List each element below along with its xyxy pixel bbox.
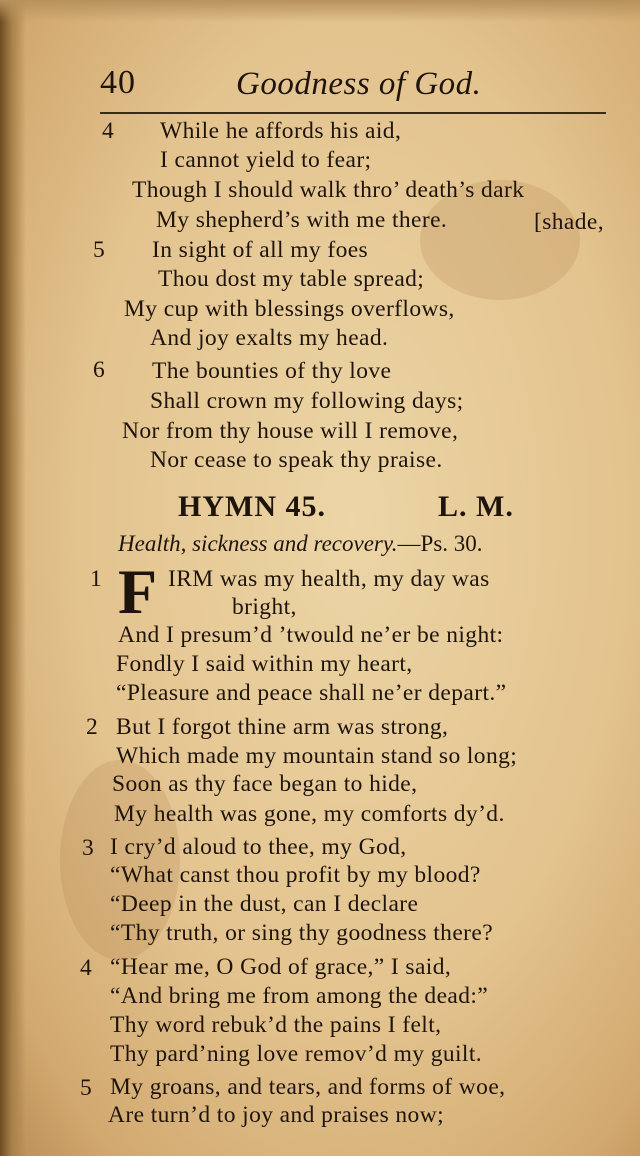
verse-line: Though I should walk thro’ death’s dark <box>132 177 525 203</box>
verse-line: While he affords his aid, <box>160 118 402 144</box>
page-number: 40 <box>100 64 136 101</box>
verse-line: Which made my mountain stand so long; <box>116 743 518 769</box>
verse-number: 6 <box>93 357 105 383</box>
verse-line: My groans, and tears, and forms of woe, <box>110 1074 506 1100</box>
page-edge-shadow <box>0 0 26 1156</box>
verse-line: “What canst thou profit by my blood? <box>110 862 481 888</box>
verse-line: Nor cease to speak thy praise. <box>150 447 443 473</box>
verse-line: Soon as thy face began to hide, <box>112 771 418 797</box>
verse-line: My shepherd’s with me there. <box>156 207 448 233</box>
verse-line: Fondly I said within my heart, <box>116 651 413 677</box>
verse-line: Are turn’d to joy and praises now; <box>108 1102 445 1128</box>
verse-line: “Pleasure and peace shall ne’er depart.” <box>116 680 507 706</box>
hymn-title: HYMN 45. <box>178 490 326 523</box>
verse-number: 4 <box>102 118 114 144</box>
verse-line: Thy word rebuk’d the pains I felt, <box>110 1012 442 1038</box>
verse-line: And I presum’d ’twould ne’er be night: <box>118 622 504 648</box>
verse-line: “And bring me from among the dead:” <box>110 983 489 1009</box>
hymn-subtitle <box>118 531 483 557</box>
header-rule <box>100 112 606 114</box>
verse-line: The bounties of thy love <box>152 358 392 384</box>
verse-line: “Hear me, O God of grace,” I said, <box>110 954 452 980</box>
verse-line: IRM was my health, my day was <box>168 566 490 592</box>
hymn-meter: L. M. <box>438 490 514 523</box>
verse-number: 2 <box>86 714 98 740</box>
verse-line: My cup with blessings overflows, <box>124 296 455 322</box>
verse-line: “Deep in the dust, can I declare <box>110 891 419 917</box>
verse-line: But I forgot thine arm was strong, <box>116 714 449 740</box>
verse-number: 4 <box>80 955 92 981</box>
drop-cap: F <box>118 556 158 627</box>
page-top-shadow <box>0 0 640 22</box>
verse-line: “Thy truth, or sing thy goodness there? <box>110 920 494 946</box>
verse-number: 5 <box>80 1075 92 1101</box>
verse-number: 3 <box>82 835 94 861</box>
verse-line: Thy pard’ning love remov’d my guilt. <box>110 1041 483 1067</box>
verse-line: I cannot yield to fear; <box>160 147 372 173</box>
verse-line: In sight of all my foes <box>152 237 369 263</box>
running-title: Goodness of God. <box>236 66 482 102</box>
verse-line: Thou dost my table spread; <box>158 266 425 292</box>
verse-number: 5 <box>93 237 105 263</box>
verse-line: bright, <box>232 594 297 620</box>
scripture-reference: —Ps. 30. <box>397 531 483 556</box>
verse-line: Shall crown my following days; <box>150 388 464 414</box>
verse-line: I cry’d aloud to thee, my God, <box>110 834 407 860</box>
verse-number: 1 <box>90 566 102 592</box>
subtitle-text: Health, sickness and recovery. <box>118 531 398 556</box>
verse-line: My health was gone, my comforts dy’d. <box>114 801 505 827</box>
verse-line: And joy exalts my head. <box>150 325 389 351</box>
verse-turnover: [shade, <box>534 209 605 235</box>
verse-line: Nor from thy house will I remove, <box>122 418 459 444</box>
